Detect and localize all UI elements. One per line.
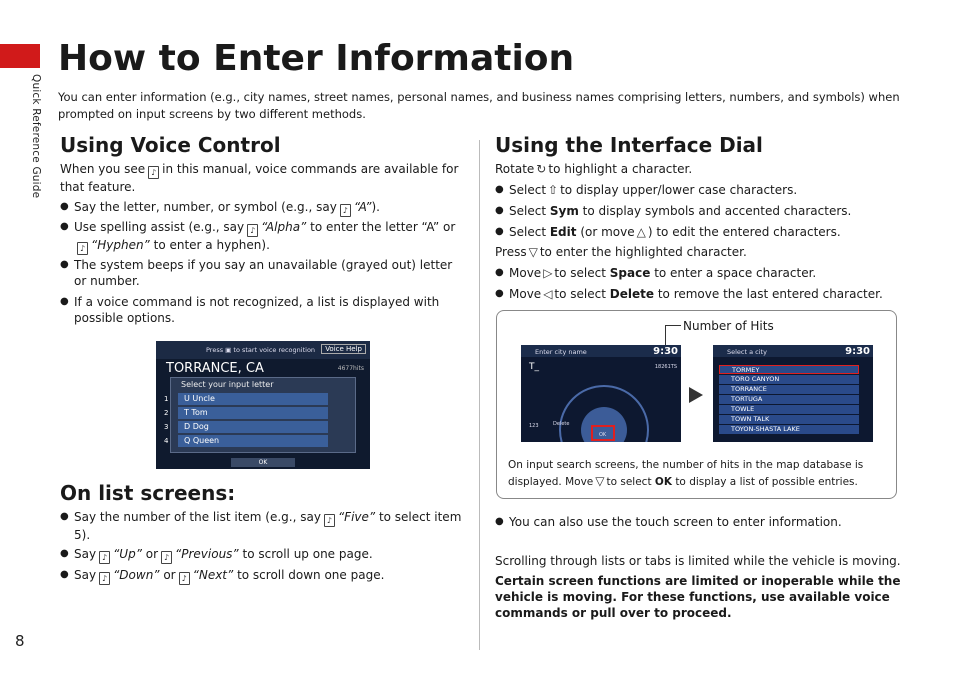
warning-note: Certain screen functions are limited or inoperable while the vehicle is moving. For these functions, use available voice commands or pull over to proceed. bbox=[495, 574, 901, 620]
scroll-note: Scrolling through lists or tabs is limited while the vehicle is moving. bbox=[495, 554, 901, 568]
rotate-dial-icon: ↻ bbox=[536, 162, 547, 176]
list-heading: On list screens: bbox=[60, 481, 236, 505]
arrow-right-icon bbox=[689, 387, 703, 403]
page-number: 8 bbox=[15, 632, 25, 650]
callout-line bbox=[665, 325, 681, 326]
move-right-icon: ▷ bbox=[543, 266, 553, 280]
list-item: T Tom bbox=[178, 407, 328, 419]
case-toggle-icon: ⇧ bbox=[548, 183, 559, 197]
list-item: TORRANCE bbox=[719, 385, 859, 394]
voice-screen-city: TORRANCE, CA bbox=[166, 361, 264, 376]
list-item: TOWN TALK bbox=[719, 415, 859, 424]
screen-clock: 9:30 bbox=[653, 346, 678, 357]
entry-field: T_ bbox=[529, 362, 539, 372]
list-item: TOYON-SHASTA LAKE bbox=[719, 425, 859, 434]
voice-icon: ♪ bbox=[247, 224, 258, 237]
voice-icon: ♪ bbox=[179, 572, 190, 585]
voice-bullet-1: ● Say the letter, number, or symbol (e.g., say ♪ “A”). bbox=[60, 199, 468, 217]
enter-city-screen bbox=[521, 345, 681, 442]
voice-screen-ok: OK bbox=[231, 458, 295, 467]
column-divider bbox=[479, 140, 480, 650]
screen-title: Select a city bbox=[727, 348, 767, 356]
delete-label: Delete bbox=[553, 421, 570, 427]
voice-icon: ♪ bbox=[77, 242, 88, 255]
move-up-icon: △ bbox=[636, 225, 646, 239]
voice-lead: When you see ♪ in this manual, voice commands are available for that feature. bbox=[60, 162, 459, 194]
row-number: 4 bbox=[164, 437, 169, 445]
voice-panel-title: Select your input letter bbox=[181, 380, 274, 389]
dial-bullet-1: ● Select ⇧ to display upper/lower case characters. bbox=[495, 182, 905, 198]
dial-bullet-4: ● Move ▷ to select Space to enter a space character. bbox=[495, 265, 905, 281]
voice-heading: Using Voice Control bbox=[60, 133, 281, 157]
list-item: TOWLE bbox=[719, 405, 859, 414]
number-label: 123 bbox=[529, 423, 539, 429]
voice-icon: ♪ bbox=[324, 514, 335, 527]
voice-icon: ♪ bbox=[99, 572, 110, 585]
voice-help-label: Voice Help bbox=[321, 344, 366, 354]
list-bullet-3: ● Say ♪ “Down” or ♪ “Next” to scroll down one page. bbox=[60, 567, 468, 585]
voice-bullet-3: ● The system beeps if you say an unavailable (grayed out) letter or number. bbox=[60, 257, 468, 289]
side-label: Quick Reference Guide bbox=[30, 74, 42, 199]
dial-heading: Using the Interface Dial bbox=[495, 133, 763, 157]
dial-bullet-6: ● You can also use the touch screen to enter information. bbox=[495, 514, 905, 530]
intro-text: You can enter information (e.g., city names, street names, personal names, and business names comprising letters, numbers, and symbols) when prompted on input screens by two different methods. bbox=[58, 90, 900, 121]
voice-screen-hits: 4677hits bbox=[337, 365, 364, 372]
voice-icon: ♪ bbox=[148, 166, 159, 179]
list-item: TORTUGA bbox=[719, 395, 859, 404]
page-title: How to Enter Information bbox=[58, 38, 575, 79]
voice-bullet-4: ● If a voice command is not recognized, a list is displayed with possible options. bbox=[60, 294, 468, 326]
move-left-icon: ◁ bbox=[543, 287, 553, 301]
dial-caption: On input search screens, the number of hits in the map database is displayed. Move ▽ to select OK to display a list of possible entries. bbox=[508, 459, 864, 488]
hits-count: 18261TS bbox=[654, 364, 677, 370]
list-item: U Uncle bbox=[178, 393, 328, 405]
list-bullet-2: ● Say ♪ “Up” or ♪ “Previous” to scroll up one page. bbox=[60, 546, 468, 564]
ok-label: OK bbox=[599, 432, 607, 438]
voice-icon: ♪ bbox=[99, 551, 110, 564]
list-item: Q Queen bbox=[178, 435, 328, 447]
voice-screen-image bbox=[156, 341, 370, 469]
list-item: TORMEY bbox=[719, 365, 859, 374]
dial-rotate: Rotate ↻ to highlight a character. bbox=[495, 162, 693, 176]
dial-bullet-3: ● Select Edit (or move △ ) to edit the entered characters. bbox=[495, 224, 905, 240]
row-number: 2 bbox=[164, 409, 169, 417]
dial-bullet-5: ● Move ◁ to select Delete to remove the last entered character. bbox=[495, 286, 905, 302]
dial-press: Press ▽ to enter the highlighted character. bbox=[495, 245, 747, 259]
row-number: 1 bbox=[164, 395, 169, 403]
row-number: 3 bbox=[164, 423, 169, 431]
section-tab bbox=[0, 44, 40, 68]
voice-icon: ♪ bbox=[340, 204, 351, 217]
list-item: TORO CANYON bbox=[719, 375, 859, 384]
voice-icon: ♪ bbox=[161, 551, 172, 564]
enter-press-icon: ▽ bbox=[528, 245, 538, 259]
screen-title: Enter city name bbox=[535, 348, 587, 356]
dial-bullet-2: ● Select Sym to display symbols and accented characters. bbox=[495, 203, 905, 219]
screen-clock: 9:30 bbox=[845, 346, 870, 357]
list-bullet-1: ● Say the number of the list item (e.g., say ♪ “Five” to select item 5). bbox=[60, 509, 468, 543]
number-of-hits-label: Number of Hits bbox=[683, 319, 774, 333]
move-down-icon: ▽ bbox=[595, 474, 605, 488]
list-item: D Dog bbox=[178, 421, 328, 433]
voice-screen-press: Press ▣ to start voice recognition bbox=[206, 346, 316, 354]
select-city-screen bbox=[713, 345, 873, 442]
voice-bullet-2: ● Use spelling assist (e.g., say ♪ “Alpha” to enter the letter “A” or ♪ “Hyphen” to enter a hyphen). bbox=[60, 219, 468, 255]
